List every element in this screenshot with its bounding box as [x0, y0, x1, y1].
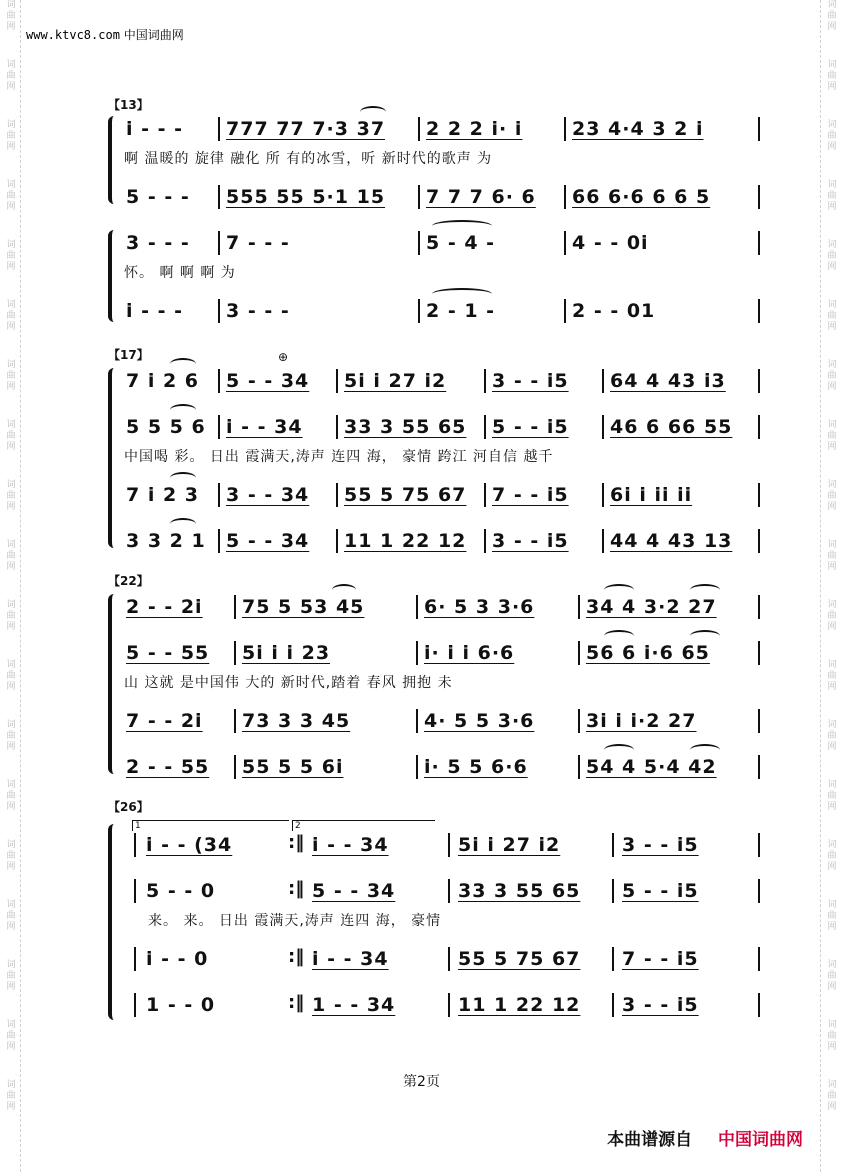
- measure: 5 - 4 -: [426, 232, 496, 254]
- staff-alto: [122, 184, 768, 210]
- barline: [758, 879, 760, 903]
- watermark-unit: 词 曲 网: [6, 360, 16, 392]
- measure: 33 3 55 65: [344, 416, 467, 438]
- measure: 3 - - i5: [492, 370, 569, 392]
- barline: [758, 231, 760, 255]
- barline: [758, 529, 760, 553]
- barline: [578, 595, 580, 619]
- barline: [336, 529, 338, 553]
- measure: 23 4·4 3 2 i: [572, 118, 704, 140]
- measure-label: 【17】: [108, 348, 149, 362]
- lyric-line: 中国喝 彩。 日出 霞满天,涛声 连四 海， 豪情 跨江 河自信 越千: [124, 449, 554, 465]
- measure: 7 - - 2i: [126, 710, 203, 732]
- source-label: 本曲谱源自: [607, 1130, 693, 1150]
- staff-soprano: [122, 368, 768, 394]
- measure: 7 - - i5: [492, 484, 569, 506]
- watermark-unit: 词 曲 网: [6, 720, 16, 752]
- staff-brace: [108, 368, 118, 548]
- barline: [234, 709, 236, 733]
- staff-soprano: [122, 594, 768, 620]
- score-section-13: [108, 96, 768, 326]
- measure: 75 5 53 45: [242, 596, 365, 618]
- barline: [484, 529, 486, 553]
- watermark-unit: 词 曲 网: [6, 660, 16, 692]
- barline: [416, 755, 418, 779]
- lyric-line: 来。 来。 日出 霞满天,涛声 连四 海， 豪情: [148, 913, 442, 929]
- watermark-unit: 词 曲 网: [827, 240, 837, 272]
- watermark-unit: 词 曲 网: [6, 120, 16, 152]
- staff-bass: [122, 754, 768, 780]
- score-section-17: [108, 346, 768, 556]
- watermark-unit: 词 曲 网: [6, 480, 16, 512]
- measure: 5 - - -: [126, 186, 190, 208]
- measure: 3 - - i5: [622, 834, 699, 856]
- measure: 2 - 1 -: [426, 300, 496, 322]
- barline: [234, 755, 236, 779]
- barline: [448, 993, 450, 1017]
- measure: 3 - - 34: [226, 484, 310, 506]
- slur: [604, 744, 634, 756]
- measure: i - - 34: [312, 834, 389, 856]
- staff-tenor: [122, 946, 768, 972]
- measure: 5i i 27 i2: [458, 834, 561, 856]
- slur: [360, 106, 386, 118]
- watermark-unit: 词 曲 网: [6, 420, 16, 452]
- barline: [564, 231, 566, 255]
- barline: [418, 185, 420, 209]
- slur: [170, 358, 196, 370]
- watermark-unit: 词 曲 网: [6, 0, 16, 32]
- barline: [418, 231, 420, 255]
- barline: [416, 641, 418, 665]
- watermark-unit: 词 曲 网: [6, 900, 16, 932]
- measure: 73 3 3 45: [242, 710, 351, 732]
- slur: [170, 472, 196, 484]
- barline: [134, 833, 136, 857]
- watermark-unit: 词 曲 网: [827, 0, 837, 32]
- barline: [134, 879, 136, 903]
- barline: [218, 117, 220, 141]
- barline: [758, 117, 760, 141]
- measure: 5 5 5 6: [126, 416, 206, 438]
- lyric-line: 啊 温暖的 旋律 融化 所 有的冰雪，听 新时代的歌声 为: [124, 151, 493, 167]
- repeat-sign-icon: :‖: [288, 992, 305, 1013]
- measure: 2 - - 55: [126, 756, 210, 778]
- slur: [690, 630, 720, 642]
- barline: [418, 299, 420, 323]
- measure: 7 - - i5: [622, 948, 699, 970]
- measure: 5 - - i5: [492, 416, 569, 438]
- measure: 55 5 75 67: [458, 948, 581, 970]
- measure: i - - 34: [226, 416, 303, 438]
- staff-alto: [122, 414, 768, 440]
- watermark-unit: 词 曲 网: [827, 1080, 837, 1112]
- watermark-unit: 词 曲 网: [827, 660, 837, 692]
- volta-bracket-2: 2: [292, 820, 435, 831]
- measure: 1 - - 0: [146, 994, 216, 1016]
- watermark-unit: 词 曲 网: [6, 780, 16, 812]
- barline: [758, 833, 760, 857]
- watermark-unit: 词 曲 网: [827, 360, 837, 392]
- measure: i· 5 5 6·6: [424, 756, 528, 778]
- barline: [218, 415, 220, 439]
- watermark-unit: 词 曲 网: [827, 420, 837, 452]
- measure: 3 3 2 1: [126, 530, 206, 552]
- measure: 55 5 75 67: [344, 484, 467, 506]
- measure: 5 - - 34: [312, 880, 396, 902]
- slur: [332, 584, 356, 596]
- measure: 3 - - -: [126, 232, 190, 254]
- lyric-line: 怀。 啊 啊 啊 为: [124, 265, 236, 281]
- watermark-unit: 词 曲 网: [827, 900, 837, 932]
- staff-alto: [122, 640, 768, 666]
- measure: 777 77 7·3 37: [226, 118, 386, 140]
- barline: [234, 595, 236, 619]
- staff-bass: [122, 992, 768, 1018]
- measure-label: 【22】: [108, 574, 149, 588]
- barline: [758, 595, 760, 619]
- barline: [448, 833, 450, 857]
- measure: i - - -: [126, 118, 184, 140]
- staff-tenor: [122, 482, 768, 508]
- barline: [336, 415, 338, 439]
- barline: [218, 369, 220, 393]
- barline: [602, 369, 604, 393]
- barline: [578, 641, 580, 665]
- measure: 5 - - 34: [226, 370, 310, 392]
- barline: [612, 833, 614, 857]
- measure: i - - (34: [146, 834, 233, 856]
- measure-label: 【13】: [108, 98, 149, 112]
- barline: [218, 185, 220, 209]
- barline: [336, 369, 338, 393]
- slur: [432, 288, 492, 300]
- measure: 1 - - 34: [312, 994, 396, 1016]
- measure: 7 i 2 6: [126, 370, 200, 392]
- barline: [758, 709, 760, 733]
- staff-brace: [108, 594, 118, 774]
- measure: 5i i i 23: [242, 642, 331, 664]
- barline: [218, 483, 220, 507]
- volta-bracket-1: 1: [132, 820, 289, 831]
- barline: [416, 709, 418, 733]
- barline: [602, 529, 604, 553]
- site-header: [26, 26, 184, 43]
- watermark-unit: 词 曲 网: [6, 540, 16, 572]
- measure: 11 1 22 12: [458, 994, 581, 1016]
- measure: 3 - - i5: [492, 530, 569, 552]
- watermark-column-left: [4, 0, 18, 1172]
- measure: 44 4 43 13: [610, 530, 733, 552]
- watermark-unit: 词 曲 网: [6, 840, 16, 872]
- staff-alto: [122, 878, 768, 904]
- barline: [758, 993, 760, 1017]
- repeat-sign-icon: :‖: [288, 832, 305, 853]
- watermark-column-right: [825, 0, 839, 1172]
- site-url[interactable]: www.ktvc8.com: [26, 28, 120, 42]
- watermark-unit: 词 曲 网: [6, 300, 16, 332]
- barline: [758, 483, 760, 507]
- watermark-unit: 词 曲 网: [6, 960, 16, 992]
- slur: [604, 630, 634, 642]
- measure: 3 - - i5: [622, 994, 699, 1016]
- barline: [578, 709, 580, 733]
- barline: [134, 993, 136, 1017]
- measure: 34 4 3·2 27: [586, 596, 717, 618]
- barline: [578, 755, 580, 779]
- measure: i - - 0: [146, 948, 209, 970]
- measure: 5 - - 34: [226, 530, 310, 552]
- slur: [604, 584, 634, 596]
- measure: 54 4 5·4 42: [586, 756, 717, 778]
- measure: 33 3 55 65: [458, 880, 581, 902]
- watermark-unit: 词 曲 网: [6, 1080, 16, 1112]
- slur: [170, 518, 196, 530]
- measure: 55 5 5 6i: [242, 756, 344, 778]
- measure: 7 i 2 3: [126, 484, 200, 506]
- measure: i· i i 6·6: [424, 642, 515, 664]
- measure: 5i i 27 i2: [344, 370, 447, 392]
- score-section-22: [108, 572, 768, 782]
- barline: [218, 299, 220, 323]
- staff-brace: [108, 824, 118, 1020]
- measure: 4 - - 0i: [572, 232, 649, 254]
- barline: [218, 529, 220, 553]
- barline: [134, 947, 136, 971]
- staff-bass: [122, 298, 768, 324]
- source-link[interactable]: 中国词曲网: [718, 1130, 803, 1150]
- barline: [484, 369, 486, 393]
- staff-soprano: [122, 832, 768, 858]
- staff-soprano: [122, 116, 768, 142]
- site-name: 中国词曲网: [123, 28, 184, 42]
- watermark-unit: 词 曲 网: [827, 600, 837, 632]
- right-cut-line: [820, 0, 822, 1172]
- staff-tenor: [122, 708, 768, 734]
- slur: [170, 404, 196, 416]
- watermark-unit: 词 曲 网: [6, 180, 16, 212]
- barline: [758, 641, 760, 665]
- barline: [218, 231, 220, 255]
- staff-tenor: [122, 230, 768, 256]
- watermark-unit: 词 曲 网: [827, 780, 837, 812]
- barline: [602, 483, 604, 507]
- watermark-unit: 词 曲 网: [827, 480, 837, 512]
- measure: 6· 5 3 3·6: [424, 596, 535, 618]
- source-credit: [607, 1125, 803, 1150]
- barline: [484, 483, 486, 507]
- watermark-unit: 词 曲 网: [827, 120, 837, 152]
- measure: 7 7 7 6· 6: [426, 186, 536, 208]
- barline: [602, 415, 604, 439]
- measure: 5 - - 0: [146, 880, 216, 902]
- measure: 46 6 66 55: [610, 416, 733, 438]
- measure: 2 2 2 i· i: [426, 118, 523, 140]
- measure: 56 6 i·6 65: [586, 642, 710, 664]
- barline: [448, 879, 450, 903]
- repeat-sign-icon: :‖: [288, 946, 305, 967]
- barline: [758, 185, 760, 209]
- measure: 7 - - -: [226, 232, 290, 254]
- watermark-unit: 词 曲 网: [827, 960, 837, 992]
- watermark-unit: 词 曲 网: [6, 60, 16, 92]
- barline: [564, 299, 566, 323]
- watermark-unit: 词 曲 网: [827, 300, 837, 332]
- watermark-unit: 词 曲 网: [6, 1020, 16, 1052]
- repeat-sign-icon: :‖: [288, 878, 305, 899]
- measure: 4· 5 5 3·6: [424, 710, 535, 732]
- coda-sign-icon: ⊕: [278, 350, 289, 364]
- watermark-unit: 词 曲 网: [827, 540, 837, 572]
- barline: [448, 947, 450, 971]
- barline: [418, 117, 420, 141]
- measure-label: 【26】: [108, 800, 149, 814]
- watermark-unit: 词 曲 网: [827, 720, 837, 752]
- score-section-26: [108, 798, 768, 1028]
- measure: 64 4 43 i3: [610, 370, 726, 392]
- barline: [758, 299, 760, 323]
- barline: [758, 415, 760, 439]
- barline: [612, 993, 614, 1017]
- measure: i - - 34: [312, 948, 389, 970]
- staff-brace: [108, 116, 118, 204]
- staff-bass: [122, 528, 768, 554]
- measure: 2 - - 01: [572, 300, 656, 322]
- measure: 555 55 5·1 15: [226, 186, 386, 208]
- barline: [758, 369, 760, 393]
- barline: [612, 879, 614, 903]
- measure: 6i i ii ii: [610, 484, 693, 506]
- watermark-unit: 词 曲 网: [6, 240, 16, 272]
- page-number: 第2页: [403, 1074, 440, 1090]
- measure: 2 - - 2i: [126, 596, 203, 618]
- barline: [564, 185, 566, 209]
- watermark-unit: 词 曲 网: [827, 840, 837, 872]
- barline: [758, 947, 760, 971]
- left-cut-line: [20, 0, 22, 1172]
- slur: [690, 744, 720, 756]
- measure: 5 - - 55: [126, 642, 210, 664]
- measure: 11 1 22 12: [344, 530, 467, 552]
- slur: [690, 584, 720, 596]
- staff-brace: [108, 230, 118, 322]
- measure: i - - -: [126, 300, 184, 322]
- watermark-unit: 词 曲 网: [827, 60, 837, 92]
- watermark-unit: 词 曲 网: [6, 600, 16, 632]
- barline: [564, 117, 566, 141]
- barline: [758, 755, 760, 779]
- watermark-unit: 词 曲 网: [827, 1020, 837, 1052]
- measure: 5 - - i5: [622, 880, 699, 902]
- measure: 3 - - -: [226, 300, 290, 322]
- watermark-unit: 词 曲 网: [827, 180, 837, 212]
- measure: 3i i i·2 27: [586, 710, 697, 732]
- barline: [336, 483, 338, 507]
- measure: 66 6·6 6 6 5: [572, 186, 711, 208]
- slur: [432, 220, 492, 232]
- barline: [484, 415, 486, 439]
- barline: [234, 641, 236, 665]
- barline: [612, 947, 614, 971]
- lyric-line: 山 这就 是中国伟 大的 新时代,踏着 春风 拥抱 未: [124, 675, 453, 691]
- barline: [416, 595, 418, 619]
